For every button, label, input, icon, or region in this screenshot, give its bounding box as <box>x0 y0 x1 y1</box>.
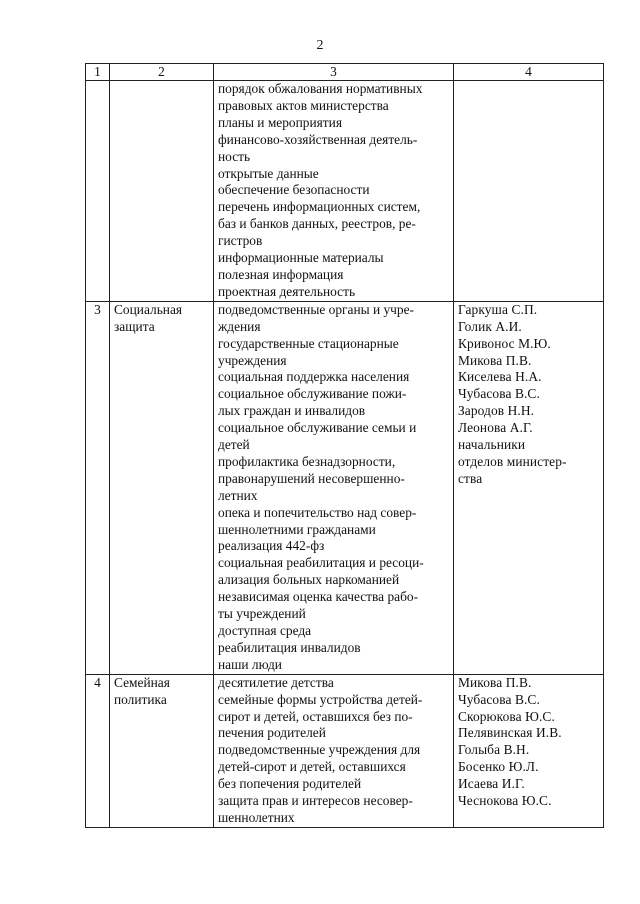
topics-cell <box>214 81 454 302</box>
topic-line: перечень информационных систем, <box>218 199 421 215</box>
topic-line: социальная поддержка населения <box>218 369 410 385</box>
topic-line: подведомственные учреждения для <box>218 742 421 758</box>
topic-line: наши люди <box>218 656 282 672</box>
topic-line: баз и банков данных, реестров, ре- <box>218 216 416 232</box>
name-cell <box>110 674 214 827</box>
responsible-person-line: Голыба В.Н. <box>458 742 530 758</box>
topic-line: социальное обслуживание семьи и <box>218 420 417 436</box>
topic-line: детей <box>218 437 250 453</box>
responsible-person-line: Босенко Ю.Л. <box>458 759 539 775</box>
topic-line: семейные формы устройства детей- <box>218 691 423 707</box>
topic-line: ты учреждений <box>218 606 306 622</box>
responsible-person-line: Чубасова В.С. <box>458 386 540 402</box>
row-number <box>86 81 110 302</box>
topic-line: независимая оценка качества рабо- <box>218 589 419 605</box>
table-row <box>86 81 604 302</box>
topic-line: реабилитация инвалидов <box>218 639 361 655</box>
table-body <box>86 81 604 828</box>
responsible-person-line: Зародов Н.Н. <box>458 403 535 419</box>
header-row <box>86 64 604 81</box>
topics-cell <box>214 301 454 674</box>
topic-line: порядок обжалования нормативных <box>218 81 423 96</box>
topic-line: учреждения <box>218 352 287 368</box>
topic-line: шеннолетними гражданами <box>218 521 376 537</box>
responsible-person-line: отделов министер- <box>458 453 567 469</box>
topic-line: реализация 442-фз <box>218 538 325 554</box>
people-cell <box>454 81 604 302</box>
topic-line: летних <box>218 487 258 503</box>
topic-line: печения родителей <box>218 725 326 741</box>
responsible-person-line: Голик А.И. <box>458 318 522 334</box>
responsible-person-line: Гаркуша С.П. <box>458 301 538 317</box>
topic-line: десятилетие детства <box>218 674 334 690</box>
row-number: 4 <box>86 674 110 827</box>
header-cell-2: 2 <box>110 64 214 81</box>
topic-line: лых граждан и инвалидов <box>218 403 366 419</box>
topic-line: сирот и детей, оставшихся без по- <box>218 708 413 724</box>
topic-line: защита прав и интересов несовер- <box>218 793 413 809</box>
people-cell <box>454 301 604 674</box>
responsible-person-line: Пелявинская И.В. <box>458 725 562 741</box>
section-name-line: Социальная <box>114 301 183 317</box>
header-cell-3: 3 <box>214 64 454 81</box>
topic-line: правовых актов министерства <box>218 97 389 113</box>
topic-line: планы и мероприятия <box>218 114 342 130</box>
responsible-person-line: Микова П.В. <box>458 352 532 368</box>
topic-line: информационные материалы <box>218 250 384 266</box>
responsible-person-line: Киселева Н.А. <box>458 369 542 385</box>
responsible-person-line: Микова П.В. <box>458 674 532 690</box>
name-cell <box>110 81 214 302</box>
responsible-person-line: Скорюкова Ю.С. <box>458 708 555 724</box>
topic-line: обеспечение безопасности <box>218 182 370 198</box>
header-cell-1: 1 <box>86 64 110 81</box>
table-row <box>86 674 604 827</box>
section-name-line: Семейная <box>114 674 170 690</box>
topics-cell <box>214 674 454 827</box>
header-cell-4: 4 <box>454 64 604 81</box>
responsible-person-line: Леонова А.Г. <box>458 420 533 436</box>
responsible-person-line: Чубасова В.С. <box>458 691 540 707</box>
topic-line: шеннолетних <box>218 809 295 825</box>
topic-line: открытые данные <box>218 165 319 181</box>
topic-line: ализация больных наркоманией <box>218 572 400 588</box>
topic-line: социальная реабилитация и ресоци- <box>218 555 424 571</box>
responsible-person-line: Чеснокова Ю.С. <box>458 793 552 809</box>
topic-line: гистров <box>218 233 263 249</box>
name-cell <box>110 301 214 674</box>
responsible-person-line: начальники <box>458 437 526 453</box>
section-name-line: защита <box>114 318 155 334</box>
topic-line: полезная информация <box>218 266 344 282</box>
section-name-line: политика <box>114 691 167 707</box>
people-cell <box>454 674 604 827</box>
topic-line: опека и попечительство над совер- <box>218 504 417 520</box>
topic-line: ность <box>218 148 251 164</box>
page-number: 2 <box>316 38 324 53</box>
topic-line: подведомственные органы и учре- <box>218 301 415 317</box>
topic-line: социальное обслуживание пожи- <box>218 386 407 402</box>
topic-line: профилактика безнадзорности, <box>218 453 396 469</box>
topic-line: финансово-хозяйственная деятель- <box>218 131 418 147</box>
topic-line: проектная деятельность <box>218 283 356 299</box>
responsible-person-line: Кривонос М.Ю. <box>458 335 551 351</box>
document-table <box>85 63 604 828</box>
topic-line: без попечения родителей <box>218 776 362 792</box>
topic-line: детей-сирот и детей, оставшихся <box>218 759 406 775</box>
responsible-person-line: Исаева И.Г. <box>458 776 525 792</box>
row-number: 3 <box>86 301 110 674</box>
topic-line: доступная среда <box>218 623 312 638</box>
responsible-person-line: ства <box>458 470 483 486</box>
topic-line: ждения <box>218 318 261 334</box>
table-row <box>86 301 604 674</box>
topic-line: правонарушений несовершенно- <box>218 470 405 486</box>
topic-line: государственные стационарные <box>218 335 399 351</box>
